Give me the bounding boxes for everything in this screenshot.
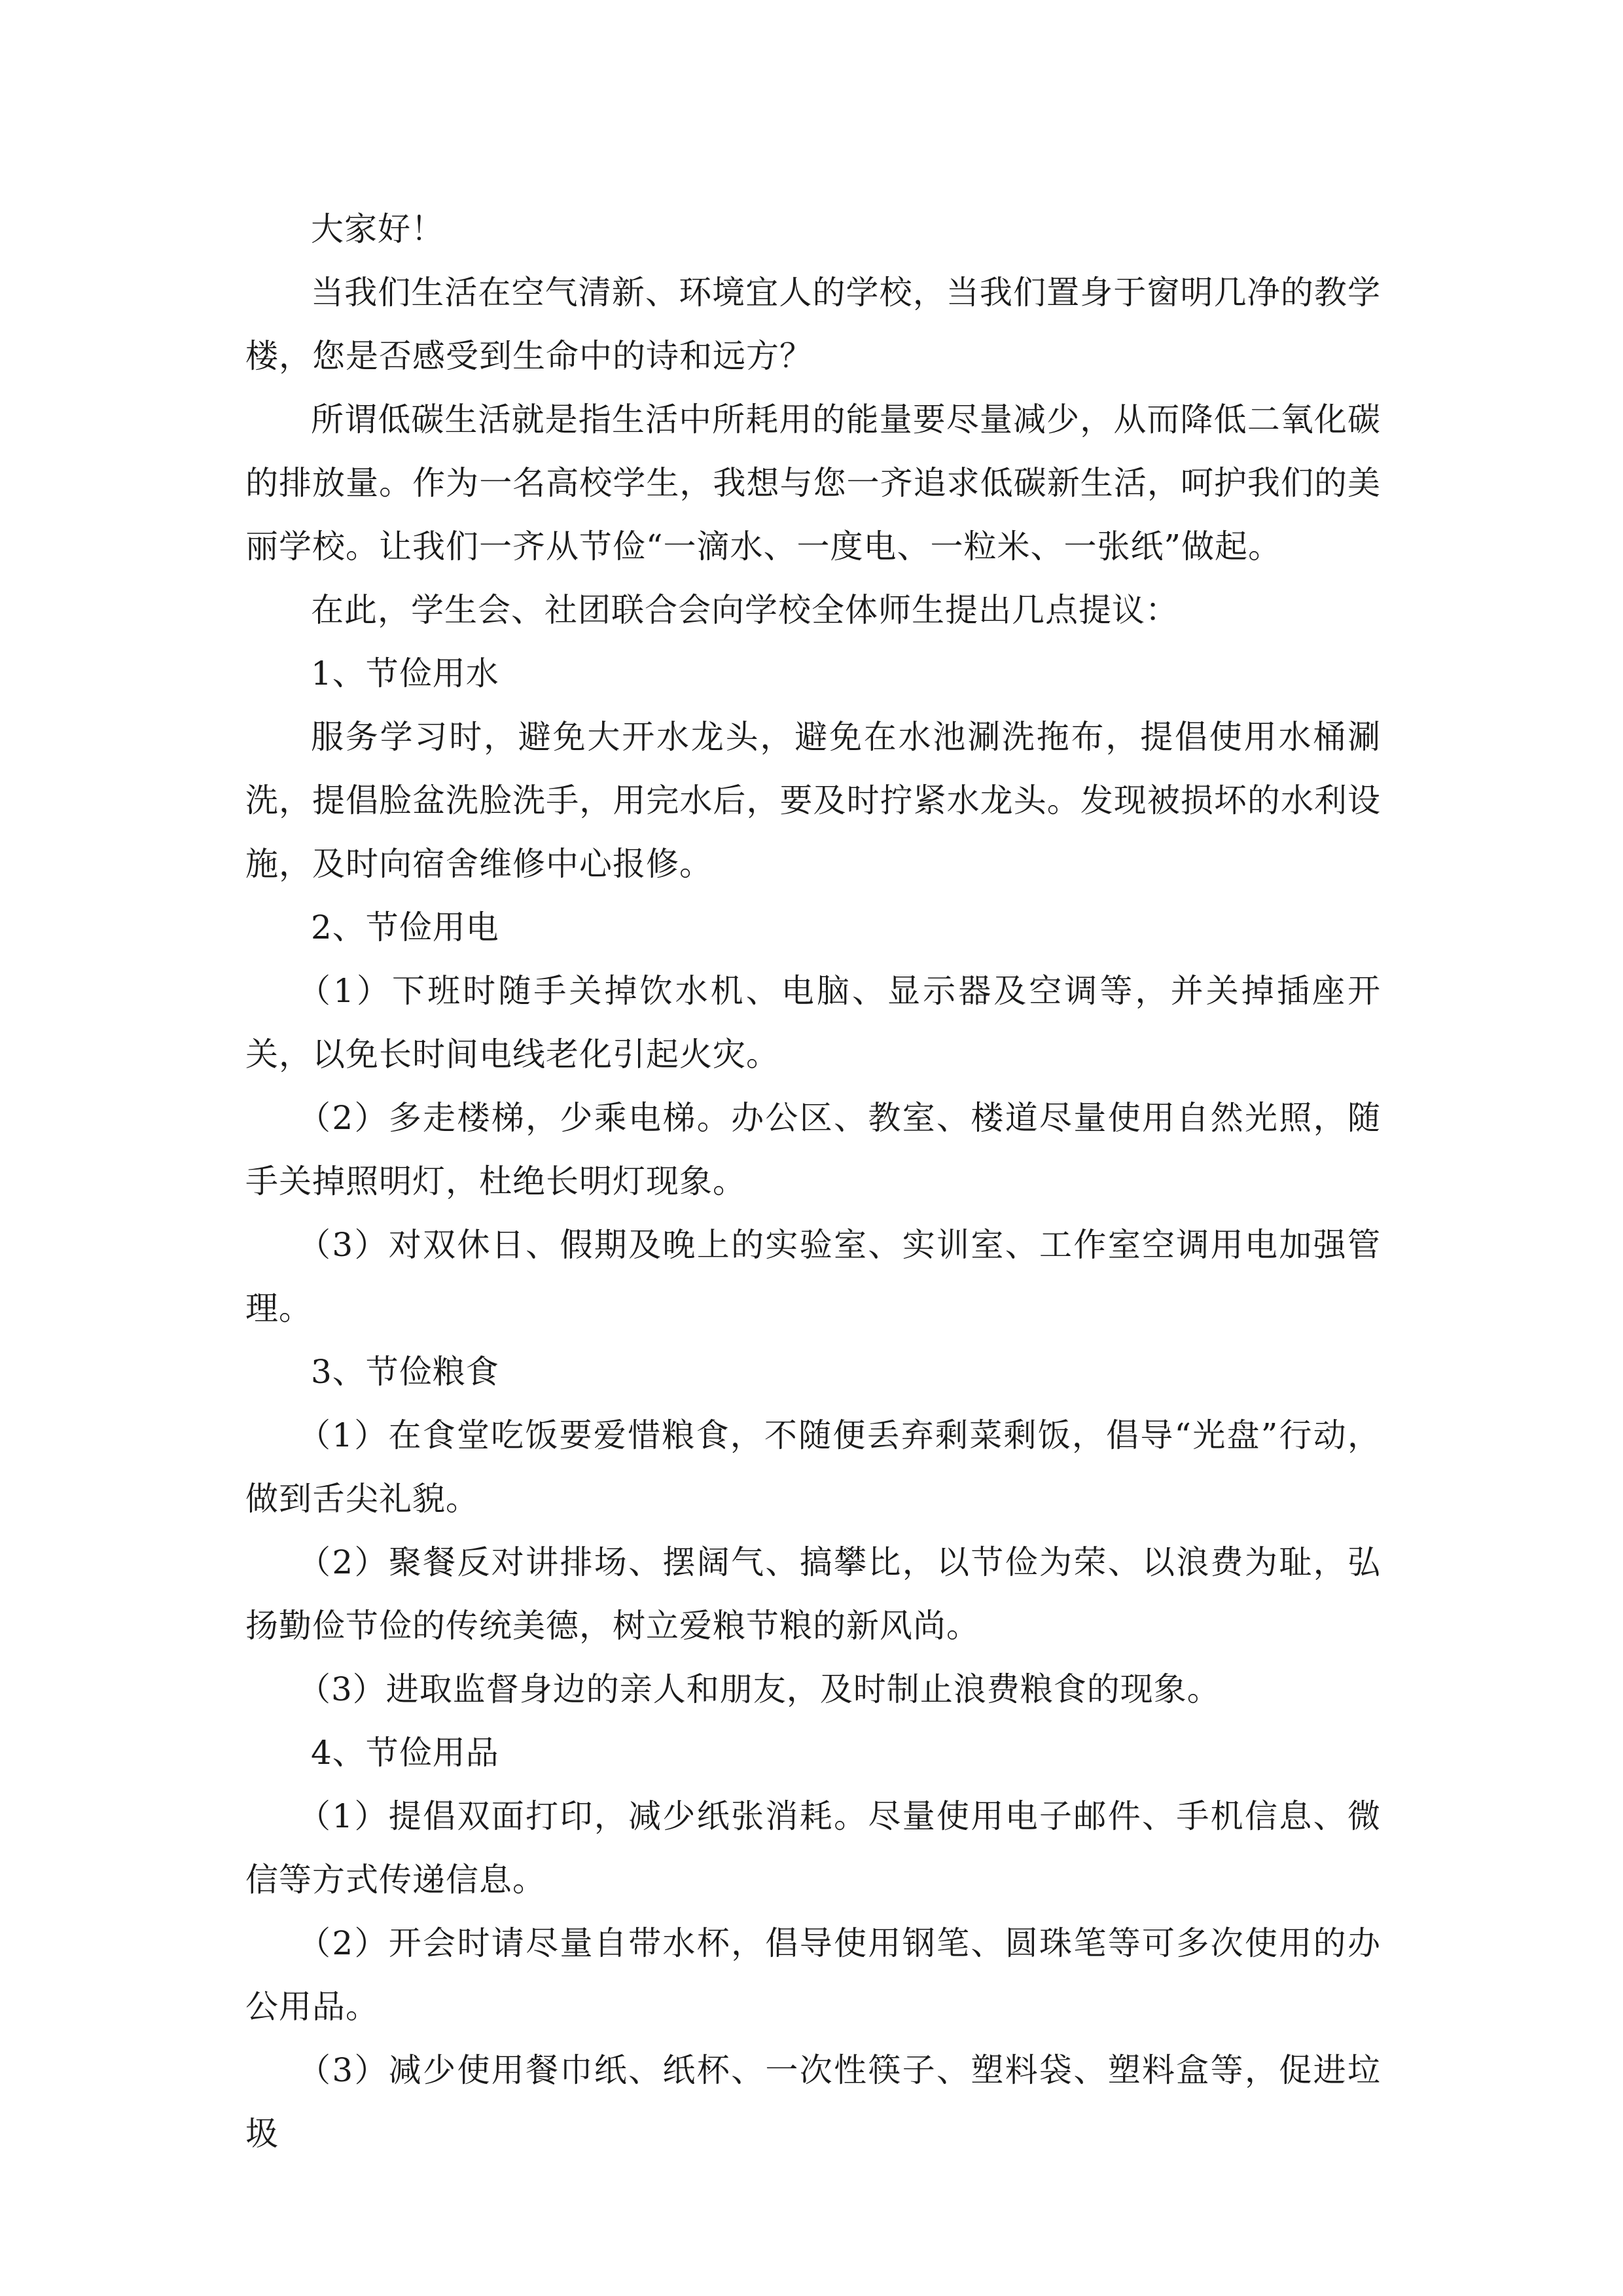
list-item-food-2: （2）聚餐反对讲排场、摆阔气、搞攀比，以节俭为荣、以浪费为耻，弘扬勤俭节俭的传统美德，树立爱粮节粮的新风尚。 [245, 1543, 1381, 1645]
section-heading-supplies: 4、节俭用品 [311, 1734, 499, 1772]
list-item-supplies-3: （3）减少使用餐巾纸、纸杯、一次性筷子、塑料袋、塑料盒等，促进垃圾 [245, 2051, 1381, 2153]
list-item-food-1: （1）在食堂吃饭要爱惜粮食，不随便丢弃剩菜剩饭，倡导“光盘”行动，做到舌尖礼貌。 [245, 1416, 1381, 1518]
list-item-food-3: （3）进取监督身边的亲人和朋友，及时制止浪费粮食的现象。 [298, 1670, 1221, 1708]
greeting: 大家好！ [311, 210, 444, 248]
section-heading-electricity: 2、节俭用电 [311, 908, 499, 946]
list-item-supplies-1: （1）提倡双面打印，减少纸张消耗。尽量使用电子邮件、手机信息、微信等方式传递信息。 [245, 1797, 1381, 1899]
document-body [245, 198, 1381, 2166]
paragraph-proposal: 在此，学生会、社团联合会向学校全体师生提出几点提议： [311, 591, 1179, 629]
list-item-electricity-2: （2）多走楼梯，少乘电梯。办公区、教室、楼道尽量使用自然光照，随手关掉照明灯，杜绝长明灯现象。 [245, 1099, 1381, 1200]
section-heading-water: 1、节俭用水 [311, 655, 499, 692]
list-item-electricity-1: （1）下班时随手关掉饮水机、电脑、显示器及空调等，并关掉插座开关，以免长时间电线老化引起火灾。 [245, 972, 1381, 1073]
paragraph-low-carbon: 所谓低碳生活就是指生活中所耗用的能量要尽量减少，从而降低二氧化碳的排放量。作为一名高校学生，我想与您一齐追求低碳新生活，呵护我们的美丽学校。让我们一齐从节俭“一滴水、一度电、一粒米、一张纸”做起。 [245, 401, 1381, 565]
list-item-electricity-3: （3）对双休日、假期及晚上的实验室、实训室、工作室空调用电加强管理。 [245, 1226, 1381, 1327]
section-heading-food: 3、节俭粮食 [311, 1353, 499, 1391]
list-item-supplies-2: （2）开会时请尽量自带水杯，倡导使用钢笔、圆珠笔等可多次使用的办公用品。 [245, 1924, 1381, 2026]
paragraph-intro: 当我们生活在空气清新、环境宜人的学校，当我们置身于窗明几净的教学楼，您是否感受到生命中的诗和远方？ [245, 274, 1381, 375]
paragraph-water: 服务学习时，避免大开水龙头，避免在水池涮洗拖布，提倡使用水桶涮洗，提倡脸盆洗脸洗手，用完水后，要及时拧紧水龙头。发现被损坏的水利设施，及时向宿舍维修中心报修。 [245, 718, 1381, 883]
